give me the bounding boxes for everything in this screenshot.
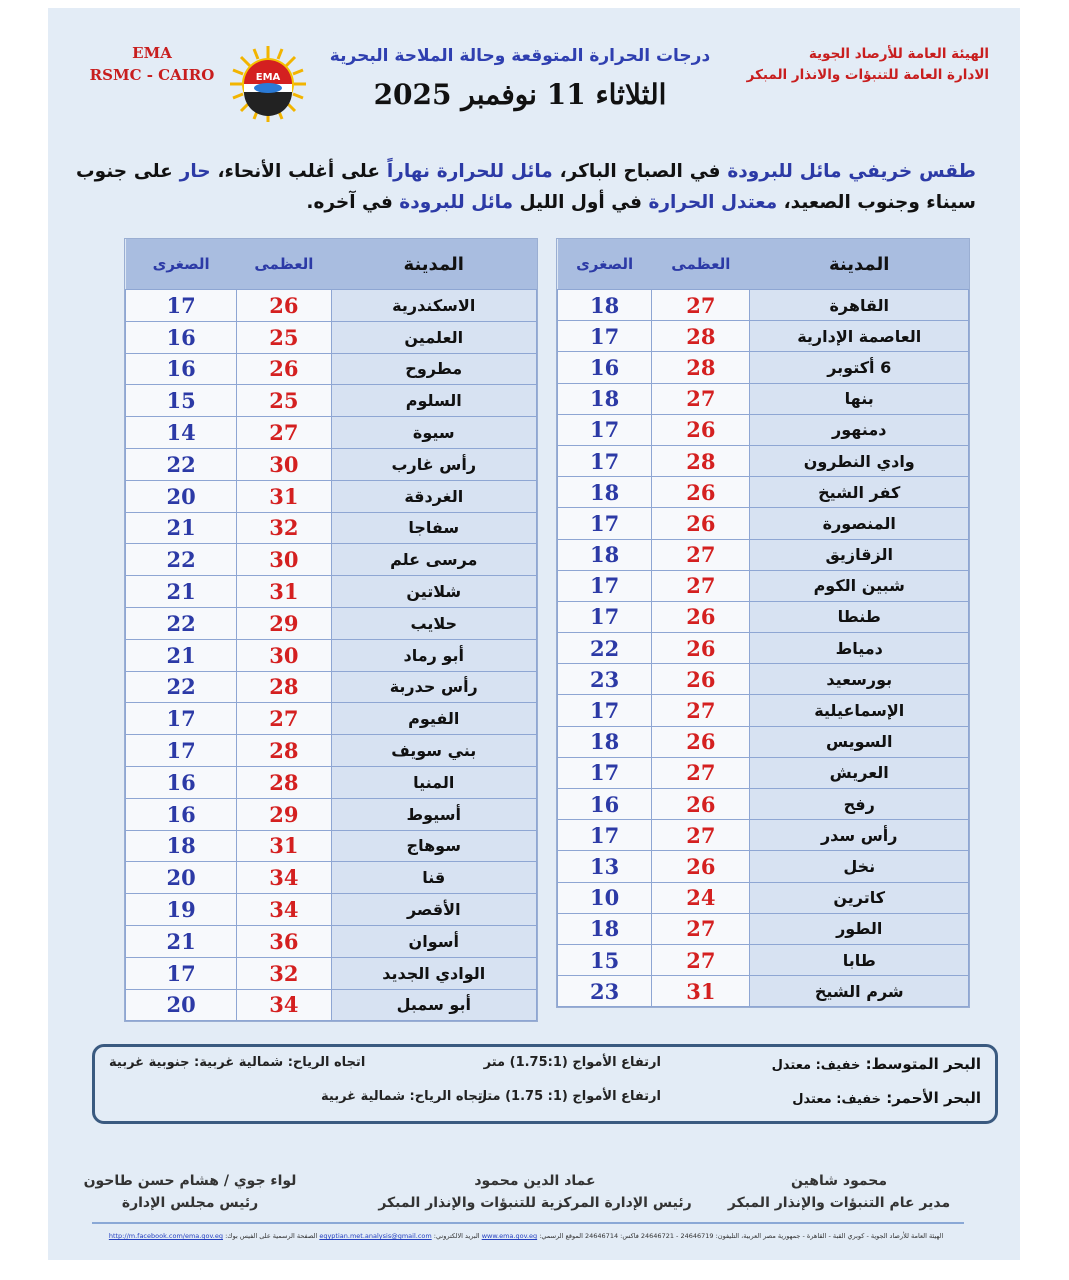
footer-email-link[interactable]: egyptian.met.analysis@gmail.com [319, 1232, 432, 1240]
signatory-name: عماد الدين محمود [474, 1173, 596, 1189]
table-row [126, 448, 537, 480]
min-temp-cell: 18 [126, 830, 237, 862]
max-temp-cell: 29 [237, 798, 331, 830]
sea-state: خفيف: معتدل [771, 1058, 861, 1073]
max-temp-cell: 32 [237, 512, 331, 544]
max-temp-cell: 30 [237, 544, 331, 576]
table-row [126, 735, 537, 767]
max-temp-cell: 28 [237, 735, 331, 767]
table-row [558, 664, 969, 695]
min-temp-cell: 18 [558, 539, 652, 570]
city-cell: الوادي الجديد [331, 957, 537, 989]
table-row [558, 445, 969, 476]
min-temp-cell: 22 [126, 448, 237, 480]
table-row [558, 820, 969, 851]
min-temp-cell: 17 [558, 695, 652, 726]
max-temp-cell: 27 [237, 417, 331, 449]
max-temp-cell: 27 [652, 695, 750, 726]
column-header-city: المدينة [331, 239, 537, 290]
city-cell: طنطا [750, 601, 969, 632]
max-temp-cell: 32 [237, 957, 331, 989]
signatory-name: لواء جوي / هشام حسن طاحون [83, 1173, 297, 1189]
min-temp-cell: 17 [126, 290, 237, 322]
city-cell: بني سويف [331, 735, 537, 767]
sea-state: خفيف: معتدل [792, 1092, 881, 1107]
min-temp-cell: 21 [126, 512, 237, 544]
table-row [126, 894, 537, 926]
signatory-name: محمود شاهين [790, 1173, 888, 1189]
min-temp-cell: 16 [126, 353, 237, 385]
city-cell: حلايب [331, 607, 537, 639]
city-cell: الطور [750, 913, 969, 944]
table-row [126, 576, 537, 608]
city-cell: طابا [750, 944, 969, 975]
max-temp-cell: 28 [237, 671, 331, 703]
city-cell: رفح [750, 789, 969, 820]
min-temp-cell: 22 [558, 633, 652, 664]
min-temp-cell: 14 [126, 417, 237, 449]
min-temp-cell: 18 [558, 477, 652, 508]
wave-height: ارتفاع الأمواج (1: 1.75) متر [479, 1089, 661, 1104]
table-row [126, 957, 537, 989]
city-cell: رأس سدر [750, 820, 969, 851]
city-cell: أسوان [331, 925, 537, 957]
max-temp-cell: 27 [652, 290, 750, 321]
table-row [558, 290, 969, 321]
min-temp-cell: 17 [558, 757, 652, 788]
city-cell: أبو رماد [331, 639, 537, 671]
max-temp-cell: 28 [237, 766, 331, 798]
min-temp-cell: 23 [558, 664, 652, 695]
table-row [126, 862, 537, 894]
dept-name: الادارة العامة للتنبؤات والانذار المبكر [746, 67, 989, 83]
city-cell: شلاتين [331, 576, 537, 608]
footer-email-label: البريد الالكتروني: [433, 1232, 480, 1240]
footer-website-link[interactable]: www.ema.gov.eg [481, 1232, 538, 1240]
temperature-table-right [556, 238, 970, 1008]
table-row [558, 944, 969, 975]
max-temp-cell: 30 [237, 448, 331, 480]
table-row [126, 830, 537, 862]
max-temp-cell: 28 [652, 445, 750, 476]
bulletin-date: الثلاثاء 11 نوفمبر 2025 [373, 78, 667, 111]
summary-part: معتدل الحرارة [648, 192, 778, 213]
max-temp-cell: 30 [237, 639, 331, 671]
temperature-table-left [124, 238, 538, 1022]
max-temp-cell: 27 [652, 539, 750, 570]
max-temp-cell: 31 [652, 976, 750, 1007]
min-temp-cell: 15 [126, 385, 237, 417]
bulletin-title-block [320, 46, 720, 111]
sea-name: البحر الأحمر: [886, 1089, 981, 1107]
max-temp-cell: 27 [652, 820, 750, 851]
city-cell: العاصمة الإدارية [750, 321, 969, 352]
max-temp-cell: 27 [652, 570, 750, 601]
table-row [126, 671, 537, 703]
summary-part: مائل للبرودة [399, 192, 514, 213]
table-row [558, 789, 969, 820]
wind-direction: اتجاه الرياح: شمالية غربية [321, 1089, 488, 1104]
sea-row-red-sea [109, 1089, 981, 1119]
max-temp-cell: 26 [237, 290, 331, 322]
min-temp-cell: 17 [558, 321, 652, 352]
table-row [558, 882, 969, 913]
city-cell: سفاجا [331, 512, 537, 544]
summary-part: مائل للحرارة نهاراً [386, 161, 553, 182]
table-row [126, 480, 537, 512]
city-cell: مطروح [331, 353, 537, 385]
min-temp-cell: 16 [126, 798, 237, 830]
max-temp-cell: 25 [237, 321, 331, 353]
min-temp-cell: 22 [126, 671, 237, 703]
city-cell: دمنهور [750, 414, 969, 445]
summary-part: على أغلب الأنحاء، [217, 161, 380, 182]
org-code [52, 44, 252, 84]
table-row [558, 414, 969, 445]
max-temp-cell: 29 [237, 607, 331, 639]
footer-facebook-label: الصفحة الرسمية على الفيس بوك: [225, 1232, 318, 1240]
max-temp-cell: 27 [652, 944, 750, 975]
footer-address: الهيئة العامة للأرصاد الجوية - كوبري القبة - القاهرة - جمهورية مصر العربية، التليفون: 24646719 - 24646721 فاكس: 24646714 الموقع الرسمي: [539, 1232, 944, 1240]
min-temp-cell: 22 [126, 607, 237, 639]
min-temp-cell: 21 [126, 576, 237, 608]
table-row [126, 512, 537, 544]
city-cell: أسيوط [331, 798, 537, 830]
org-short: EMA [132, 44, 172, 62]
max-temp-cell: 31 [237, 480, 331, 512]
table-row [558, 539, 969, 570]
table-row [558, 913, 969, 944]
city-cell: القاهرة [750, 290, 969, 321]
table-row [558, 352, 969, 383]
max-temp-cell: 27 [652, 913, 750, 944]
max-temp-cell: 28 [652, 352, 750, 383]
table-row [126, 703, 537, 735]
min-temp-cell: 16 [558, 352, 652, 383]
min-temp-cell: 20 [126, 989, 237, 1021]
signatory-title: رئيس مجلس الإدارة [121, 1195, 259, 1211]
max-temp-cell: 31 [237, 576, 331, 608]
summary-part: في آخره. [306, 192, 393, 213]
min-temp-cell: 18 [558, 290, 652, 321]
table-row [558, 508, 969, 539]
min-temp-cell: 22 [126, 544, 237, 576]
min-temp-cell: 17 [558, 601, 652, 632]
city-cell: 6 أكتوبر [750, 352, 969, 383]
max-temp-cell: 34 [237, 989, 331, 1021]
summary-part: طقس خريفي مائل للبرودة [727, 161, 976, 182]
footer [96, 1232, 956, 1240]
min-temp-cell: 16 [558, 789, 652, 820]
min-temp-cell: 17 [126, 735, 237, 767]
min-temp-cell: 17 [558, 508, 652, 539]
table-row [126, 385, 537, 417]
table-row [126, 766, 537, 798]
city-cell: رأس حدربة [331, 671, 537, 703]
max-temp-cell: 26 [652, 508, 750, 539]
city-cell: وادي النطرون [750, 445, 969, 476]
min-temp-cell: 21 [126, 639, 237, 671]
table-row [558, 477, 969, 508]
min-temp-cell: 17 [558, 445, 652, 476]
min-temp-cell: 17 [558, 820, 652, 851]
signatory-title: مدير عام التنبؤات والإنذار المبكر [727, 1195, 951, 1211]
table-row [558, 757, 969, 788]
sea-row-mediterranean [109, 1055, 981, 1085]
table-row [126, 989, 537, 1021]
summary-part: حار [179, 161, 211, 182]
column-header-max: العظمى [652, 239, 750, 290]
city-cell: مرسى علم [331, 544, 537, 576]
table-row [558, 695, 969, 726]
org-center: RSMC - CAIRO [89, 66, 215, 84]
max-temp-cell: 26 [652, 477, 750, 508]
city-cell: الاسكندرية [331, 290, 537, 322]
sea-label [792, 1089, 981, 1107]
column-header-city: المدينة [750, 239, 969, 290]
city-cell: العلمين [331, 321, 537, 353]
table-row [126, 607, 537, 639]
table-row [558, 383, 969, 414]
max-temp-cell: 27 [237, 703, 331, 735]
max-temp-cell: 31 [237, 830, 331, 862]
min-temp-cell: 17 [558, 414, 652, 445]
min-temp-cell: 18 [558, 913, 652, 944]
column-header-max: العظمى [237, 239, 331, 290]
city-cell: قنا [331, 862, 537, 894]
sea-label [772, 1055, 981, 1073]
table-row [126, 321, 537, 353]
city-cell: الغردقة [331, 480, 537, 512]
org-name: الهيئة العامة للأرصاد الجوية [808, 46, 989, 62]
city-cell: الزقازيق [750, 539, 969, 570]
table-row [558, 601, 969, 632]
min-temp-cell: 10 [558, 882, 652, 913]
column-header-min: الصغرى [126, 239, 237, 290]
city-cell: الفيوم [331, 703, 537, 735]
table-row [126, 798, 537, 830]
min-temp-cell: 19 [126, 894, 237, 926]
footer-divider [92, 1222, 964, 1224]
table-row [558, 321, 969, 352]
summary-part: على جنوب سيناء وجنوب الصعيد، [76, 161, 976, 213]
min-temp-cell: 18 [558, 726, 652, 757]
weather-summary [76, 156, 976, 218]
max-temp-cell: 26 [652, 601, 750, 632]
max-temp-cell: 26 [652, 726, 750, 757]
city-cell: دمياط [750, 633, 969, 664]
max-temp-cell: 34 [237, 862, 331, 894]
column-header-min: الصغرى [558, 239, 652, 290]
ema-logo-icon [228, 44, 308, 124]
city-cell: أبو سمبل [331, 989, 537, 1021]
summary-part: في أول الليل [519, 192, 643, 213]
city-cell: بورسعيد [750, 664, 969, 695]
city-cell: شرم الشيخ [750, 976, 969, 1007]
signature-center [370, 1170, 700, 1214]
svg-text:EMA: EMA [255, 72, 281, 83]
min-temp-cell: 18 [558, 383, 652, 414]
table-row [558, 570, 969, 601]
min-temp-cell: 20 [126, 480, 237, 512]
table-row [558, 976, 969, 1007]
max-temp-cell: 24 [652, 882, 750, 913]
max-temp-cell: 26 [237, 353, 331, 385]
city-cell: بنها [750, 383, 969, 414]
sea-state-box [92, 1044, 998, 1124]
city-cell: كاترين [750, 882, 969, 913]
city-cell: شبين الكوم [750, 570, 969, 601]
min-temp-cell: 13 [558, 851, 652, 882]
max-temp-cell: 26 [652, 789, 750, 820]
city-cell: السويس [750, 726, 969, 757]
signatory-title: رئيس الإدارة المركزية للتنبؤات والإنذار المبكر [378, 1195, 692, 1211]
max-temp-cell: 34 [237, 894, 331, 926]
footer-facebook-link[interactable]: http://m.facebook.com/ema.gov.eg [108, 1232, 223, 1240]
max-temp-cell: 28 [652, 321, 750, 352]
table-row [126, 925, 537, 957]
wave-height: ارتفاع الأمواج (1.75:1) متر [483, 1055, 661, 1070]
max-temp-cell: 25 [237, 385, 331, 417]
min-temp-cell: 16 [126, 766, 237, 798]
signature-right [709, 1170, 969, 1214]
max-temp-cell: 26 [652, 414, 750, 445]
max-temp-cell: 26 [652, 851, 750, 882]
min-temp-cell: 16 [126, 321, 237, 353]
org-name-block [699, 44, 989, 86]
table-row [558, 633, 969, 664]
city-cell: الإسماعيلية [750, 695, 969, 726]
table-row [126, 417, 537, 449]
max-temp-cell: 27 [652, 383, 750, 414]
bulletin-subtitle: درجات الحرارة المتوقعة وحالة الملاحة البحرية [329, 46, 711, 66]
wind-direction: اتجاه الرياح: شمالية غربية: جنوبية غربية [109, 1055, 366, 1070]
city-cell: العريش [750, 757, 969, 788]
min-temp-cell: 15 [558, 944, 652, 975]
city-cell: المنصورة [750, 508, 969, 539]
city-cell: كفر الشيخ [750, 477, 969, 508]
city-cell: الأقصر [331, 894, 537, 926]
sea-name: البحر المتوسط: [865, 1055, 981, 1073]
min-temp-cell: 20 [126, 862, 237, 894]
min-temp-cell: 21 [126, 925, 237, 957]
table-row [126, 290, 537, 322]
table-row [126, 353, 537, 385]
city-cell: سيوة [331, 417, 537, 449]
city-cell: السلوم [331, 385, 537, 417]
max-temp-cell: 26 [652, 633, 750, 664]
min-temp-cell: 17 [558, 570, 652, 601]
table-row [558, 851, 969, 882]
table-row [126, 639, 537, 671]
max-temp-cell: 26 [652, 664, 750, 695]
min-temp-cell: 17 [126, 957, 237, 989]
signature-left [80, 1170, 300, 1214]
table-row [126, 544, 537, 576]
city-cell: المنيا [331, 766, 537, 798]
min-temp-cell: 17 [126, 703, 237, 735]
city-cell: نخل [750, 851, 969, 882]
city-cell: رأس غارب [331, 448, 537, 480]
table-row [558, 726, 969, 757]
summary-part: في الصباح الباكر، [559, 161, 721, 182]
city-cell: سوهاج [331, 830, 537, 862]
min-temp-cell: 23 [558, 976, 652, 1007]
max-temp-cell: 36 [237, 925, 331, 957]
max-temp-cell: 27 [652, 757, 750, 788]
